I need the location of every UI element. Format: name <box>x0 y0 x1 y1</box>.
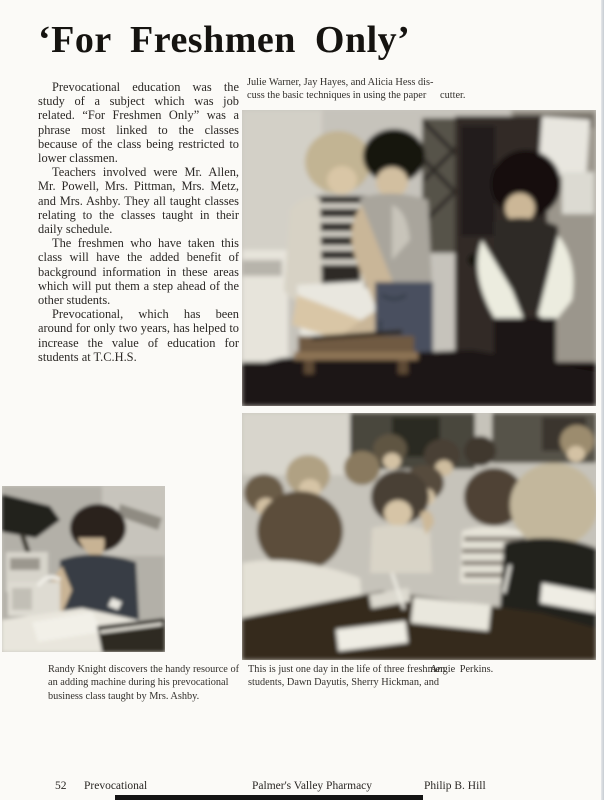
article-paragraph: The freshmen who have taken this class will have the added benefit of background information in these areas which will put them a step ahead of the other students. <box>38 236 239 308</box>
caption-classroom-runover: Angie Perkins. <box>430 664 494 675</box>
caption-line: business class taught by Mrs. Ashby. <box>48 690 200 702</box>
paper-cutter-photo-art <box>242 110 596 406</box>
caption-line: cuss the basic techniques in using the paper <box>247 90 427 102</box>
classroom-photo <box>242 413 596 660</box>
caption-paper-cutter-runover: cutter. <box>440 90 466 101</box>
article-paragraph: Prevocational education was the study of a subject which was job related. “For Freshmen Only” was a phrase most linked to the classes because of the class being restricted to lower classmen. <box>38 80 239 166</box>
scan-artifact-bar <box>115 795 423 800</box>
adding-machine-photo <box>2 486 165 652</box>
caption-adding-machine <box>48 663 244 703</box>
paper-cutter-photo <box>242 110 596 406</box>
caption-line: Julie Warner, Jay Hayes, and Alicia Hess dis- <box>247 77 434 88</box>
page-title: ‘For Freshmen Only’ <box>38 19 411 61</box>
classroom-photo-art <box>242 413 596 660</box>
caption-line: an adding machine during his prevocational <box>48 677 229 689</box>
footer-section-label: Prevocational <box>84 780 148 792</box>
caption-line: This is just one day in the life of three freshmen <box>248 664 446 675</box>
footer-page-number: 52 <box>55 780 67 792</box>
article-paragraph: Teachers involved were Mr. Allen, Mr. Powell, Mrs. Pittman, Mrs. Metz, and Mrs. Ashby. They all taught classes relating to the classes taught in their daily schedule. <box>38 165 239 237</box>
footer-right-text: Philip B. Hill <box>424 780 486 792</box>
footer-center-text: Palmer's Valley Pharmacy <box>252 780 373 792</box>
caption-line: Randy Knight discovers the handy resource of <box>48 664 240 675</box>
article-text <box>38 80 239 364</box>
caption-line: students, Dawn Dayutis, Sherry Hickman, and <box>248 677 440 689</box>
page-footer <box>0 780 604 796</box>
article-paragraph: Prevocational, which has been around for only two years, has helped to increase the value of education for students at T.C.H.S. <box>38 307 239 364</box>
adding-machine-photo-art <box>2 486 165 652</box>
